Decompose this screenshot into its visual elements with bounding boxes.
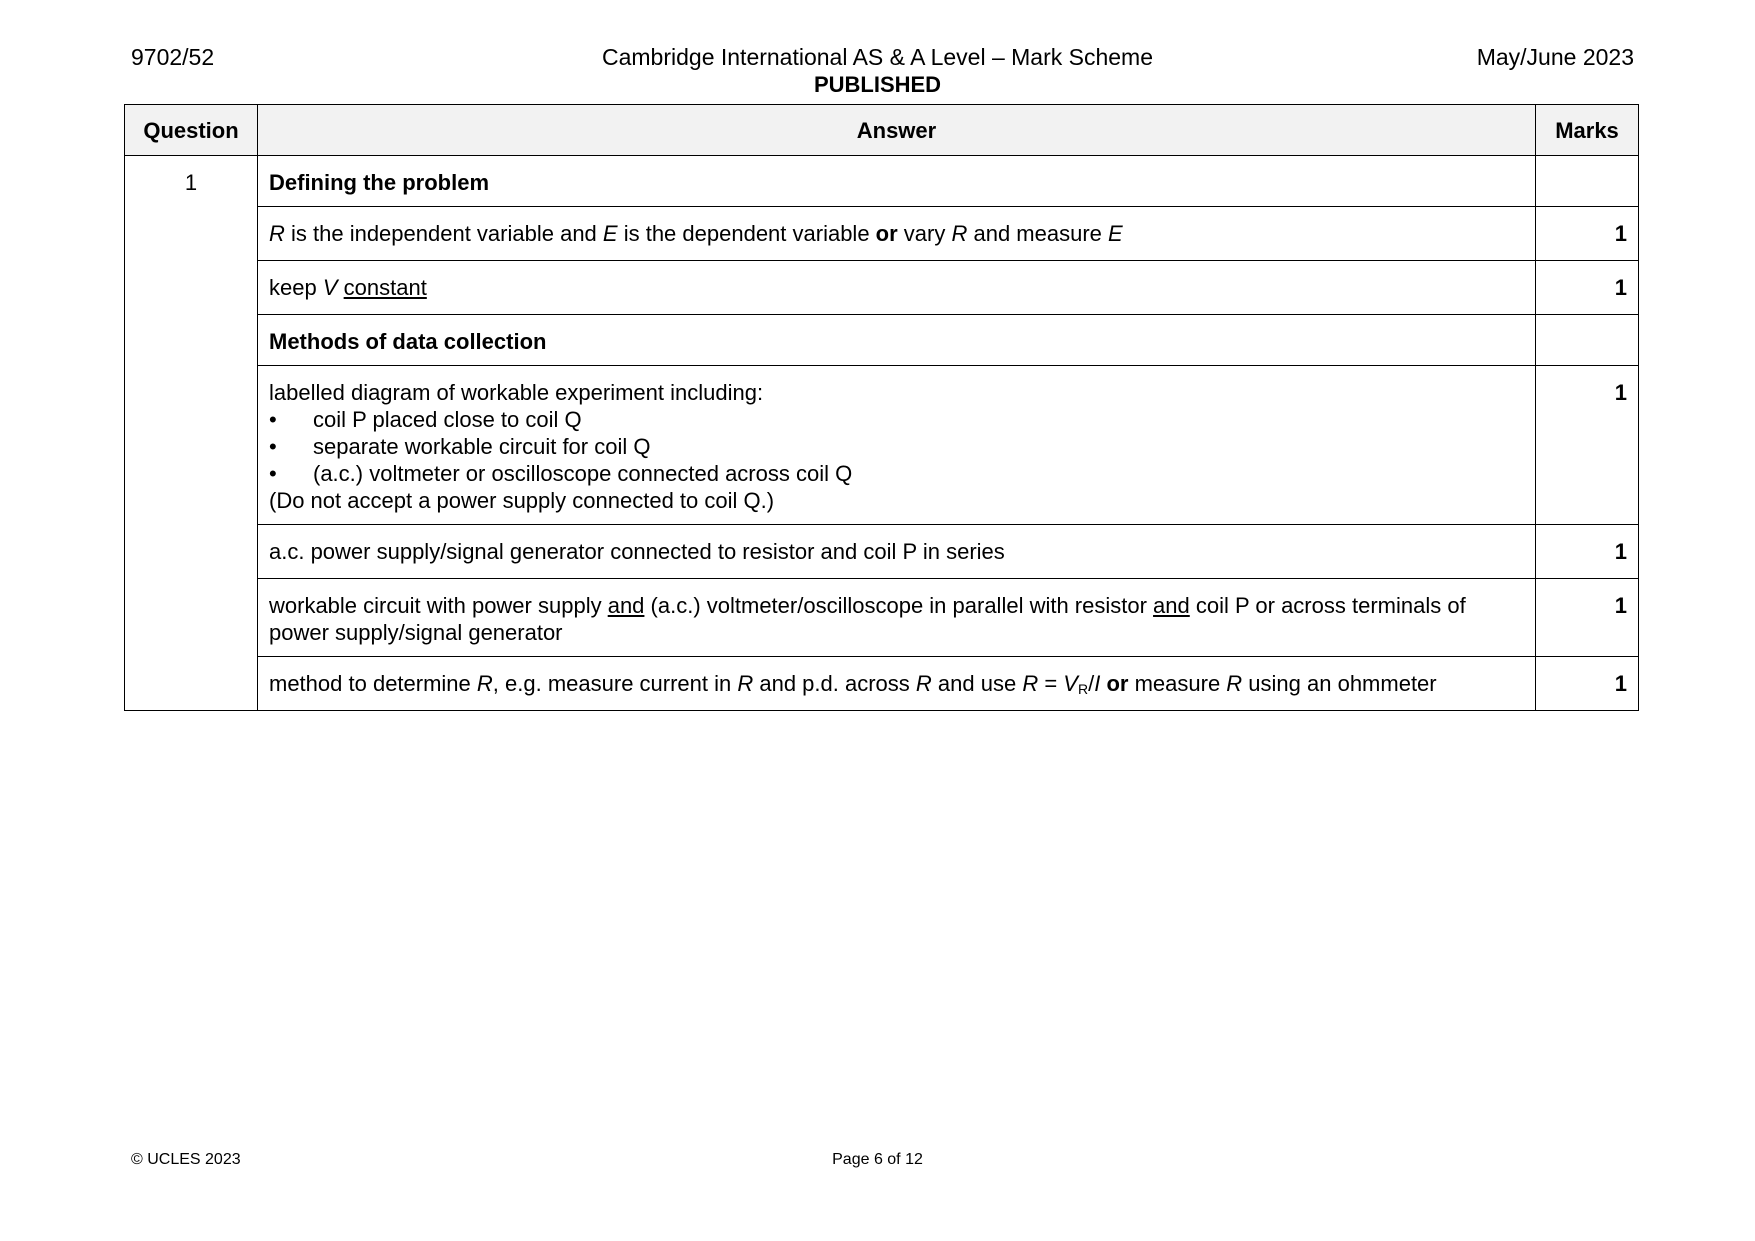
- paper-code: 9702/52: [131, 44, 215, 70]
- diagram-intro: labelled diagram of workable experiment including:: [269, 380, 764, 405]
- answer-column-header: Answer: [258, 105, 1536, 156]
- document-title: Cambridge International AS & A Level – Mark Scheme: [601, 44, 1154, 70]
- page-number: Page 6 of 12: [832, 1151, 923, 1168]
- answer-cell: [258, 366, 1536, 525]
- answer-cell: workable circuit with power supply and (a.c.) voltmeter/oscilloscope in parallel with resistor and coil P or across terminals of power supply/signal generator: [258, 579, 1536, 657]
- table-row: [125, 207, 1639, 261]
- table-header-row: [125, 105, 1639, 156]
- bullet-item: • separate workable circuit for coil Q: [269, 434, 651, 459]
- bullet-icon: •: [269, 407, 277, 432]
- marks-cell: 1: [1536, 579, 1639, 657]
- bullet-item: • coil P placed close to coil Q: [269, 407, 582, 432]
- marks-cell: [1536, 156, 1639, 207]
- table-row: [125, 261, 1639, 315]
- table-row: [125, 579, 1639, 657]
- marks-column-header: Marks: [1536, 105, 1639, 156]
- question-number: 1: [125, 156, 258, 711]
- section-heading-data-collection: Methods of data collection: [258, 315, 1536, 366]
- section-heading-defining-problem: Defining the problem: [258, 156, 1536, 207]
- table-row: [125, 156, 1639, 207]
- marks-cell: 1: [1536, 525, 1639, 579]
- marks-cell: 1: [1536, 261, 1639, 315]
- table-row: [125, 657, 1639, 711]
- table-row: [125, 315, 1639, 366]
- table-row: [125, 366, 1639, 525]
- copyright-notice: © UCLES 2023: [131, 1151, 241, 1168]
- answer-cell: keep V constant: [258, 261, 1536, 315]
- marks-cell: 1: [1536, 207, 1639, 261]
- bullet-icon: •: [269, 461, 277, 486]
- answer-cell: method to determine R, e.g. measure current in R and p.d. across R and use $R = V_R/I$ or measure R using an ohmmeter: [258, 657, 1536, 711]
- answer-cell: a.c. power supply/signal generator connected to resistor and coil P in series: [258, 525, 1536, 579]
- answer-cell: R is the independent variable and E is the dependent variable or vary R and measure E: [258, 207, 1536, 261]
- diagram-note: (Do not accept a power supply connected to coil Q.): [269, 488, 775, 513]
- exam-session: May/June 2023: [1476, 44, 1634, 70]
- marks-cell: [1536, 315, 1639, 366]
- table-row: [125, 525, 1639, 579]
- bullet-icon: •: [269, 434, 277, 459]
- mark-scheme-table: [124, 104, 1639, 711]
- bullet-item: • (a.c.) voltmeter or oscilloscope connected across coil Q: [269, 461, 853, 486]
- published-label: PUBLISHED: [813, 72, 942, 97]
- marks-cell: 1: [1536, 366, 1639, 525]
- marks-cell: 1: [1536, 657, 1639, 711]
- question-column-header: Question: [125, 105, 258, 156]
